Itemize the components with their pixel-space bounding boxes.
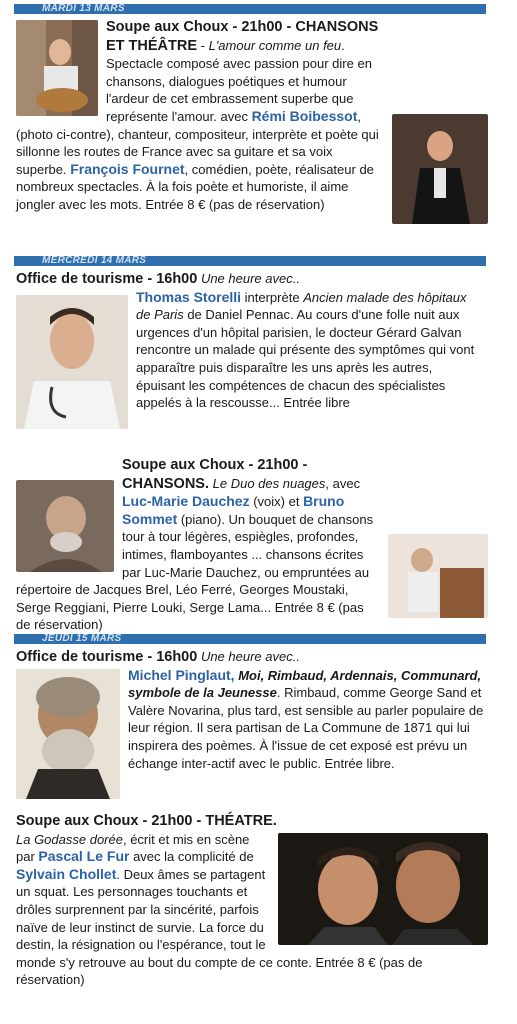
singer-photo [392, 114, 488, 224]
event-description: . Spectacle composé avec passion pour dire en chansons, dialogues poétiques et humour l'ardeur de cet embrassement superbe que représente l'amour. avec [106, 37, 372, 124]
show-title: La Godasse dorée [16, 831, 123, 847]
speaker-photo [16, 669, 120, 799]
event-remi-boibessot: Soupe aux Choux - 21h00 - CHANSONS ET THÉÂTRE - L'amour comme un feu. Spectacle composé avec passion pour dire en chansons, dialogues poétiques et humour l'ardeur de cet embrassement superbe que représente l'amour. avec Rémi Boibessot, (photo ci-contre), chanteur, compositeur, interprète et poète qui sillonne les routes de France avec sa guitare et sa voix superbe. François Fournet, comédien, poète, réalisateur de nombreux spectacles. À la fois poète et humoriste, il aime jongler avec les mots. Entrée 8 € (pas de réservation) [16, 18, 484, 228]
event-description: . Deux âmes se partagent un squat. Les personnages touchants et drôles surprennent par la sincérité, parfois naïve de leur instinct de survie. La force du destin, la résignation ou l'espérance, tout le monde s'y retrouve au bout du compte de ce conte. Entrée 8 € (pas de réservation) [16, 866, 423, 988]
artist-name: Thomas Storelli [136, 288, 242, 305]
event-description: , (photo ci-contre), chanteur, compositeur, interprète et poète qui sillonne les routes de France avec sa guitare et sa voix superbe. [16, 108, 379, 177]
guitarist-photo [16, 20, 98, 116]
singer-photo [16, 480, 114, 572]
event-subtitle: Une heure avec.. [200, 271, 300, 286]
actor-photo [16, 295, 128, 429]
event-description: interprète [241, 289, 304, 305]
date-band-tuesday [14, 4, 486, 14]
artist-name: Pascal Le Fur [38, 848, 130, 865]
artist-name: Luc-Marie Dauchez [122, 493, 250, 510]
actors-photo [278, 833, 488, 945]
date-band-wednesday [14, 256, 486, 266]
pianist-photo [388, 534, 488, 618]
work-title: Ancien malade des hôpitaux de Paris [136, 289, 467, 323]
show-title: Moi, Rimbaud, Ardennais, Communard, symbole de la Jeunesse [128, 667, 482, 701]
event-description: , comédien, poète, réalisateur de nombreux spectacles. À la fois poète et humoriste, il aime jongler avec les mots. Entrée 8 € (pas de réservation) [16, 161, 374, 212]
date-label: MERCREDI 14 MARS [42, 255, 147, 266]
event-michel-pinglaut [16, 648, 484, 801]
event-description: de Daniel Pennac. Au cours d'une folle nuit aux urgences d'un hôpital parisien, le docteur Gérard Galvan rencontre un malade qui présente des symptômes qui vont apparaître puis disparaître les uns après les autres, épuisant les compétences de chacun des spécialistes appelés à la rescousse... Entrée libre [136, 307, 475, 411]
event-duo-des-nuages [16, 456, 484, 634]
event-heading: Office de tourisme - 16h00 [16, 271, 198, 287]
event-godasse-doree [16, 812, 484, 989]
event-description: . Rimbaud, comme George Sand et Valère Novarina, plus tard, est sensible au parler populaire de leur région. Il sera partisan de La Commune de 1871 qui lui inspirera des poèmes. À l'issue de cet exposé est prévu un échange inter-actif avec le public. Entrée libre. [128, 685, 484, 771]
artist-name: Sylvain Chollet [16, 865, 117, 882]
event-heading: Office de tourisme - 16h00 [16, 649, 198, 665]
event-description: , avec [325, 475, 361, 491]
event-thomas-storelli [16, 270, 484, 431]
date-label: JEUDI 15 MARS [42, 633, 122, 644]
artist-name: Rémi Boibessot [251, 107, 358, 124]
date-label: MARDI 13 MARS [42, 3, 125, 14]
event-description: avec la complicité de [129, 849, 254, 865]
date-band-thursday [14, 634, 486, 644]
show-title: Le Duo des nuages [212, 475, 326, 491]
event-subtitle: Une heure avec.. [200, 649, 300, 664]
artist-name: François Fournet [70, 160, 185, 177]
event-description: (voix) et [249, 494, 304, 510]
artist-name: Bruno Sommet [122, 493, 345, 527]
event-description: (piano). Un bouquet de chansons tour à tour légères, espiègles, profondes, intimes, flamboyantes ... chansons écrites par Luc-Marie Dauchez, ou empruntées au répertoire de Jacques Brel, Léo Ferré, Georges Moustaki, Serge Reggiani, Pierre Louki, Serge Lama... Entrée 8 € (pas de réservation) [16, 511, 374, 633]
show-title: L'amour comme un feu [208, 37, 342, 53]
event-heading: Soupe aux Choux - 21h00 - CHANSONS. [122, 457, 308, 492]
event-heading: Soupe aux Choux - 21h00 - THÉATRE. [16, 813, 277, 829]
artist-name: Michel Pinglaut, [128, 666, 235, 683]
event-heading: Soupe aux Choux - 21h00 - CHANSONS ET THÉÂTRE [106, 19, 379, 54]
event-description: , écrit et mis en scène par [16, 831, 250, 865]
